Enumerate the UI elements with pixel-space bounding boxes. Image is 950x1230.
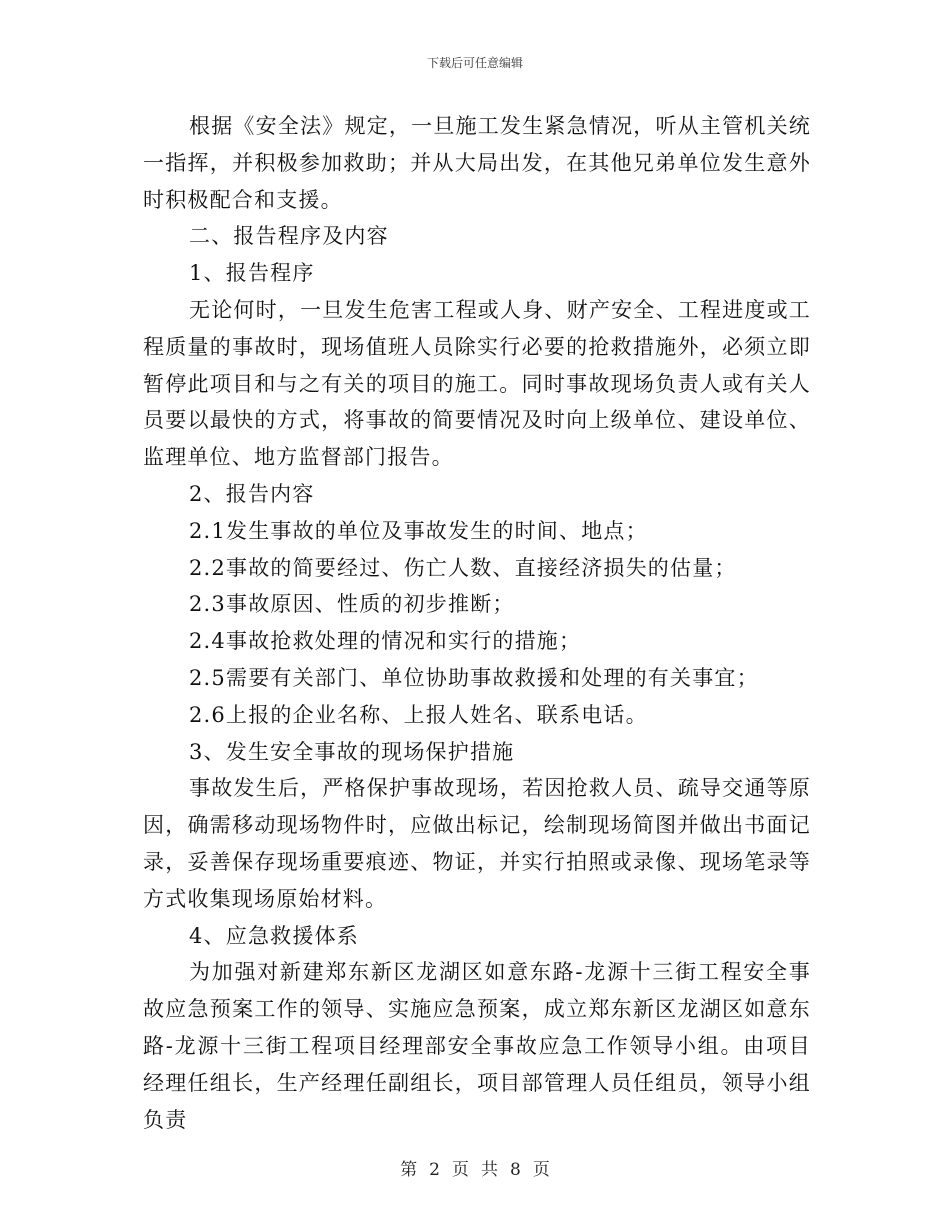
- footer-prefix: 第: [400, 1160, 418, 1180]
- page-footer: [0, 1155, 950, 1180]
- paragraph: 为加强对新建郑东新区龙湖区如意东路-龙源十三街工程安全事故应急预案工作的领导、实施应急预案，成立郑东新区龙湖区如意东路-龙源十三街工程项目经理部安全事故应急工作领导小组。由项目经理任组长，生产经理任副组长，项目部管理人员任组员，领导小组负责: [143, 960, 811, 1132]
- subsection-heading: 1、报告程序: [189, 261, 315, 286]
- subsection-heading: 2、报告内容: [189, 481, 315, 506]
- paragraph: 根据《安全法》规定，一旦施工发生紧急情况，听从主管机关统一指挥，并积极参加救助；并从大局出发，在其他兄弟单位发生意外时积极配合和支援。: [143, 114, 811, 212]
- footer-total-word: 共: [481, 1160, 498, 1180]
- page-header: 下载后可任意编辑: [426, 56, 523, 70]
- paragraph: 无论何时，一旦发生危害工程或人身、财产安全、工程进度或工程质量的事故时，现场值班人员除实行必要的抢救措施外，必须立即暂停此项目和与之有关的项目的施工。同时事故现场负责人或有关人员要以最快的方式，将事故的简要情况及时向上级单位、建设单位、监理单位、地方监督部门报告。: [143, 297, 811, 470]
- footer-suffix: 页: [532, 1160, 550, 1180]
- list-item: 2.2事故的简要经过、伤亡人数、直接经济损失的估量；: [189, 555, 737, 580]
- list-item: 2.4事故抢救处理的情况和实行的措施；: [189, 629, 582, 654]
- section-heading: 二、报告程序及内容: [189, 224, 389, 249]
- list-item: 2.1发生事故的单位及事故发生的时间、地点；: [189, 518, 648, 543]
- subsection-heading: 3、发生安全事故的现场保护措施: [189, 739, 515, 764]
- list-item: 2.3事故原因、性质的初步推断；: [189, 592, 515, 617]
- footer-page-word: 页: [452, 1160, 469, 1180]
- paragraph: 事故发生后，严格保护事故现场，若因抢救人员、疏导交通等原因，确需移动现场物件时，应做出标记，绘制现场简图并做出书面记录，妥善保存现场重要痕迹、物证，并实行拍照或录像、现场笔录等方式收集现场原始材料。: [143, 776, 811, 911]
- document-body: [143, 108, 811, 1138]
- current-page-number: 2: [429, 1160, 440, 1180]
- list-item: 2.6上报的企业名称、上报人姓名、联系电话。: [189, 702, 648, 727]
- list-item: 2.5需要有关部门、单位协助事故救援和处理的有关事宜；: [189, 665, 759, 690]
- total-page-number: 8: [510, 1160, 521, 1180]
- subsection-heading: 4、应急救援体系: [189, 923, 359, 948]
